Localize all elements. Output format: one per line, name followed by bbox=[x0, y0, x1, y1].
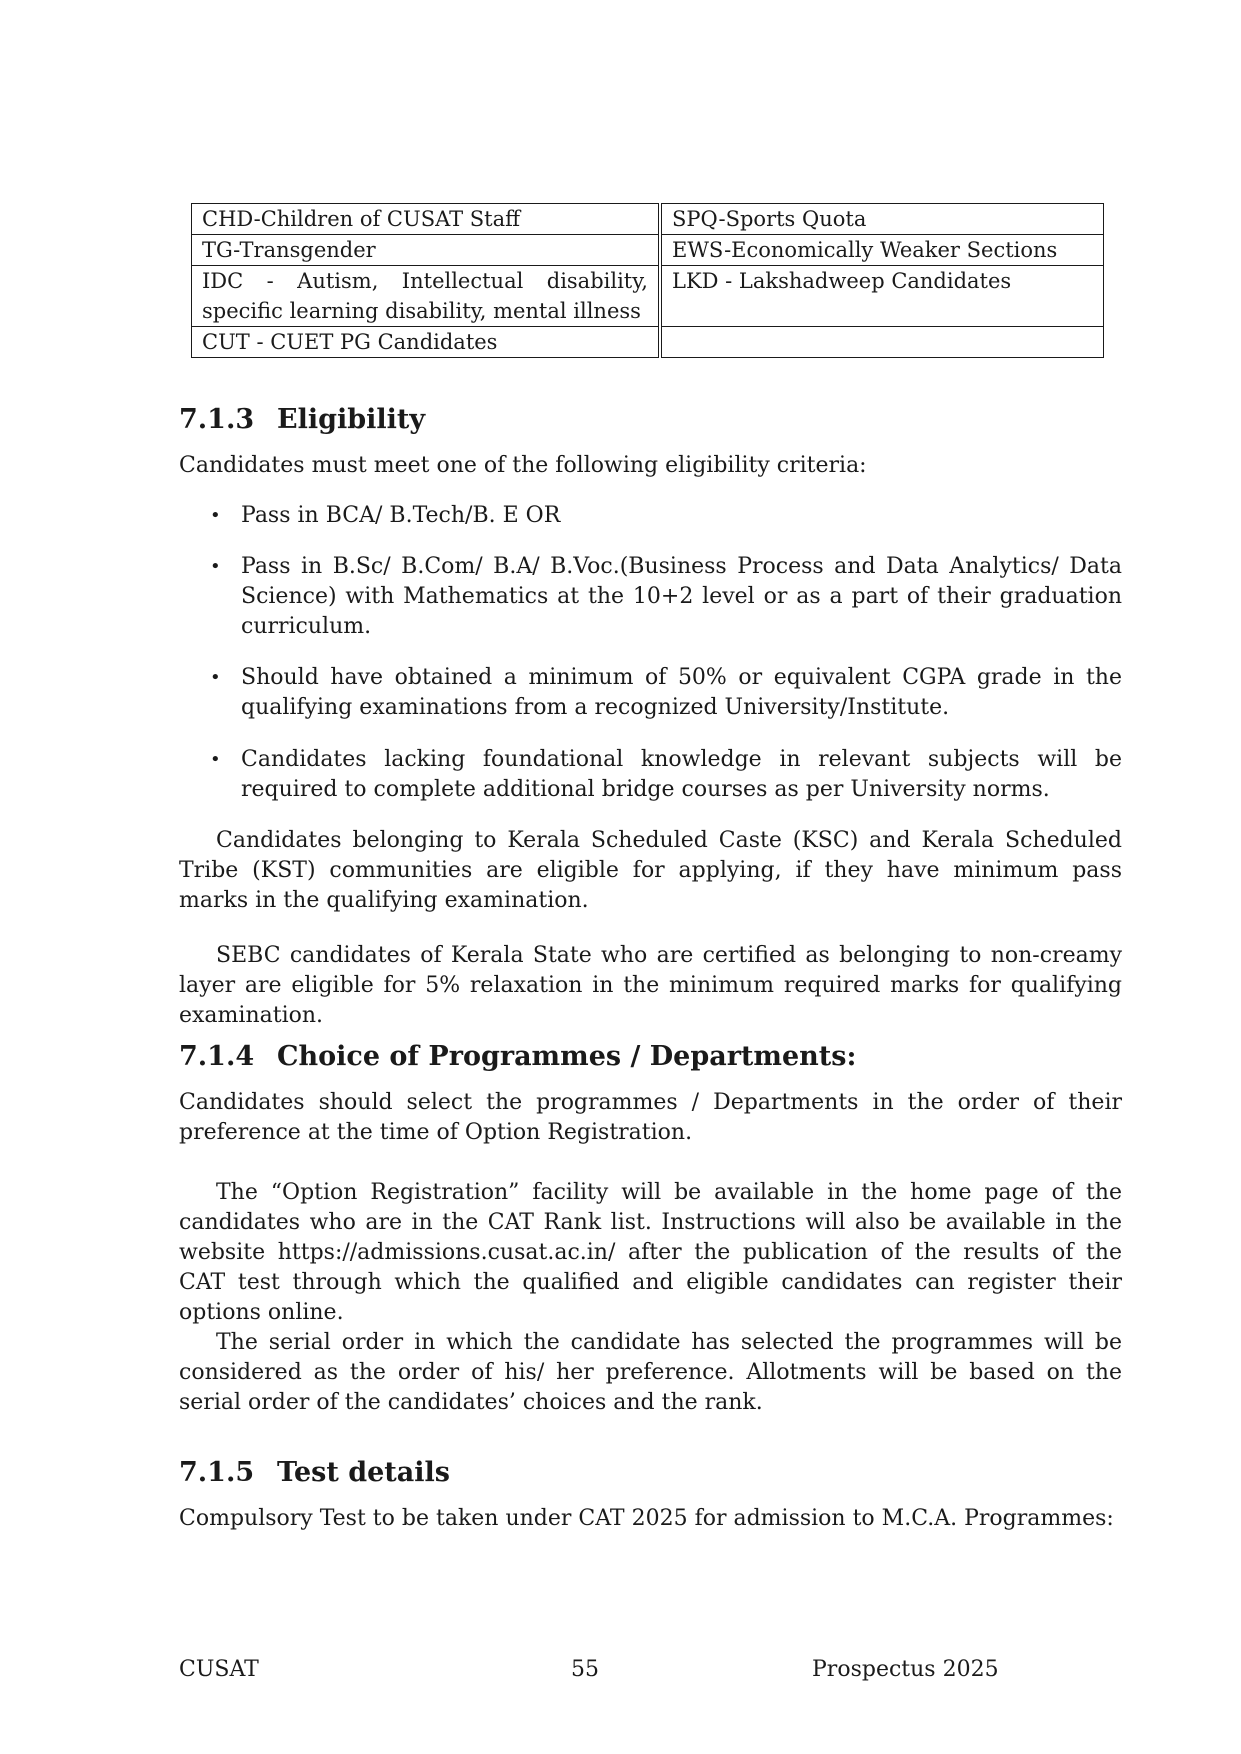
paragraph-choice-1: Candidates should select the programmes / Departments in the order of their preference at the time of Option Registration. bbox=[179, 1090, 1122, 1145]
section-number: 7.1.3 bbox=[179, 404, 255, 435]
eligibility-criteria-list bbox=[179, 663, 1122, 723]
section-heading-test-details bbox=[179, 1456, 1122, 1490]
abbreviation-table bbox=[191, 203, 1104, 358]
eligibility-criteria-list bbox=[179, 552, 1122, 642]
section-number: 7.1.5 bbox=[179, 1457, 255, 1488]
eligibility-criteria-list bbox=[179, 501, 1122, 531]
eligibility-criteria-list bbox=[179, 745, 1122, 805]
table-cell: IDC - Autism, Intellectual disability, specific learning disability, mental illness bbox=[192, 266, 661, 327]
section-number: 7.1.4 bbox=[179, 1041, 255, 1072]
table-row bbox=[192, 235, 1104, 266]
table-row bbox=[192, 204, 1104, 235]
section-heading-choice bbox=[179, 1040, 1122, 1074]
bullet-icon: • bbox=[210, 556, 221, 577]
bullet-icon: • bbox=[210, 749, 221, 770]
paragraph-option-registration: The “Option Registration” facility will be available in the home page of the candidates who are in the CAT Rank list. Instructions will also be available in the website https://admissions.cusat.ac.in/ after the publication of the results of the CAT test through which the qualified and eligible candidates can register their options online. bbox=[179, 1180, 1122, 1325]
table-cell: LKD - Lakshadweep Candidates bbox=[660, 266, 1104, 327]
section-title: Test details bbox=[277, 1457, 450, 1488]
table-cell: CHD-Children of CUSAT Staff bbox=[192, 204, 661, 235]
eligibility-intro: Candidates must meet one of the following eligibility criteria: bbox=[179, 453, 867, 478]
table-row bbox=[192, 327, 1104, 358]
table-cell: CUT - CUET PG Candidates bbox=[192, 327, 661, 358]
test-intro: Compulsory Test to be taken under CAT 2025 for admission to M.C.A. Programmes: bbox=[179, 1506, 1114, 1531]
table-row bbox=[192, 266, 1104, 327]
paragraph-serial-order: The serial order in which the candidate has selected the programmes will be considered as the order of his/ her preference. Allotments will be based on the serial order of the candidates’ choices and the rank. bbox=[179, 1330, 1122, 1415]
paragraph-ksc-kst: Candidates belonging to Kerala Scheduled Caste (KSC) and Kerala Scheduled Tribe (KST) communities are eligible for applying, if they have minimum pass marks in the qualifying examination. bbox=[179, 828, 1122, 913]
list-item: • Should have obtained a minimum of 50% or equivalent CGPA grade in the qualifying examinations from a recognized University/Institute. bbox=[210, 665, 1122, 720]
footer-left: CUSAT bbox=[179, 1657, 259, 1682]
table-cell: EWS-Economically Weaker Sections bbox=[660, 235, 1104, 266]
list-item: • Pass in B.Sc/ B.Com/ B.A/ B.Voc.(Business Process and Data Analytics/ Data Science) with Mathematics at the 10+2 level or as a part of their graduation curriculum. bbox=[210, 554, 1122, 639]
section-heading-eligibility bbox=[179, 403, 1122, 437]
page-number: 55 bbox=[571, 1657, 599, 1682]
table-cell: TG-Transgender bbox=[192, 235, 661, 266]
table-cell: SPQ-Sports Quota bbox=[660, 204, 1104, 235]
bullet-icon: • bbox=[210, 667, 221, 688]
section-title: Eligibility bbox=[277, 404, 426, 435]
section-title: Choice of Programmes / Departments: bbox=[277, 1041, 857, 1072]
footer-right: Prospectus 2025 bbox=[812, 1657, 999, 1682]
list-item: • Candidates lacking foundational knowledge in relevant subjects will be required to complete additional bridge courses as per University norms. bbox=[210, 747, 1122, 802]
bullet-icon: • bbox=[210, 505, 221, 526]
list-item: • Pass in BCA/ B.Tech/B. E OR bbox=[179, 501, 1122, 531]
paragraph-sebc: SEBC candidates of Kerala State who are certified as belonging to non-creamy layer are eligible for 5% relaxation in the minimum required marks for qualifying examination. bbox=[179, 943, 1122, 1028]
table-cell bbox=[660, 327, 1104, 358]
